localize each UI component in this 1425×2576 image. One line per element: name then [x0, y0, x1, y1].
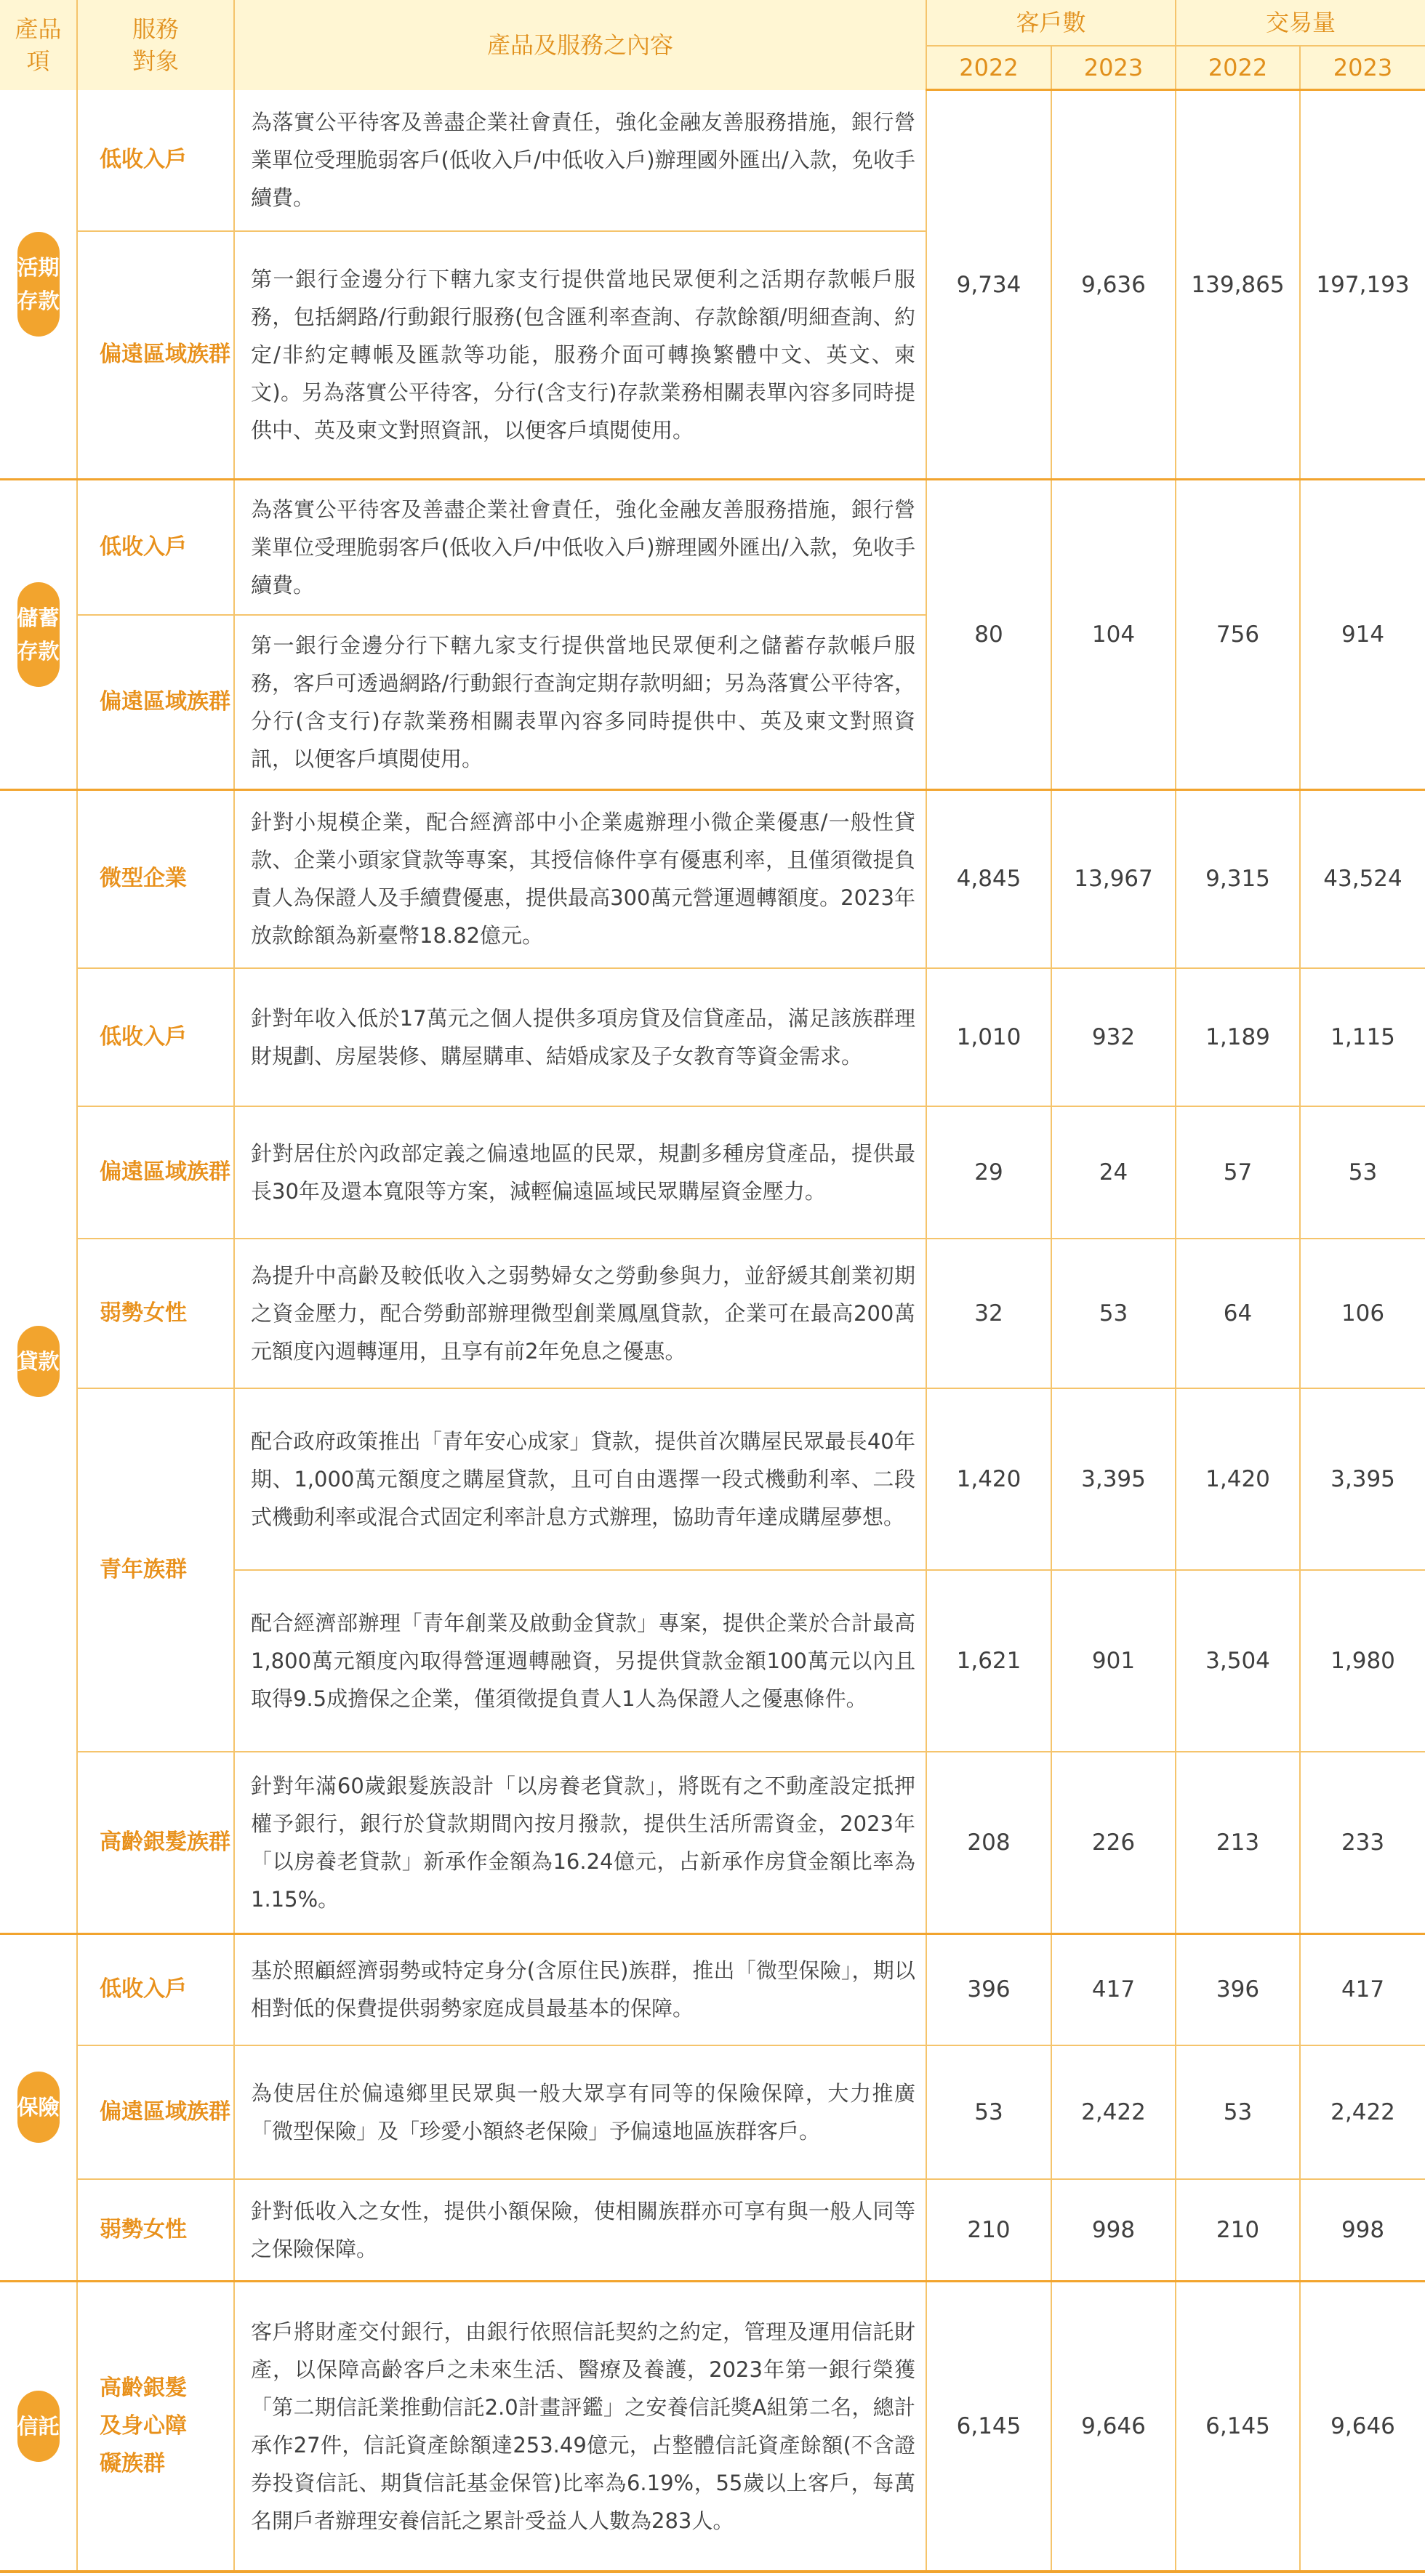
table-row — [0, 1239, 1425, 1388]
customers-2023: 9,636 — [1051, 90, 1176, 480]
transactions-2022: 3,504 — [1176, 1570, 1300, 1752]
transactions-2022: 213 — [1176, 1752, 1300, 1933]
customers-2022: 53 — [926, 2045, 1051, 2179]
product-label: 貸款 — [17, 1326, 60, 1397]
transactions-2022: 756 — [1176, 480, 1300, 790]
transactions-2023: 998 — [1300, 2179, 1425, 2281]
service-description: 為使居住於偏遠鄉里民眾與一般大眾享有同等的保險保障，大力推廣「微型保險」及「珍愛小額終老保險」予偏遠地區族群客戶。 — [234, 2045, 926, 2179]
transactions-2023: 53 — [1300, 1106, 1425, 1239]
service-description: 基於照顧經濟弱勢或特定身分(含原住民)族群，推出「微型保險」，期以相對低的保費提供弱勢家庭成員最基本的保障。 — [234, 1933, 926, 2045]
product-label: 信託 — [17, 2391, 60, 2462]
table-row — [0, 1933, 1425, 2045]
transactions-2023: 914 — [1300, 480, 1425, 790]
product-label: 儲蓄存款 — [17, 582, 60, 687]
service-target: 低收入戶 — [77, 90, 234, 231]
transactions-2022: 64 — [1176, 1239, 1300, 1388]
transactions-2023: 43,524 — [1300, 789, 1425, 968]
customers-2022: 9,734 — [926, 90, 1051, 480]
transactions-2022: 9,315 — [1176, 789, 1300, 968]
service-target: 微型企業 — [77, 789, 234, 968]
product-label: 保險 — [17, 2072, 60, 2143]
header-year-2023: 2023 — [1051, 46, 1176, 90]
customers-2023: 226 — [1051, 1752, 1176, 1933]
service-target: 低收入戶 — [77, 480, 234, 616]
header-year-2022: 2022 — [1176, 46, 1300, 90]
service-description: 針對小規模企業，配合經濟部中小企業處辦理小微企業優惠/一般性貸款、企業小頭家貸款等專案，其授信條件享有優惠利率，且僅須徵提負責人為保證人及手續費優惠，提供最高300萬元營運週轉額度。2023年放款餘額為新臺幣18.82億元。 — [234, 789, 926, 968]
transactions-2022: 396 — [1176, 1933, 1300, 2045]
header-transactions: 交易量 — [1176, 0, 1425, 46]
service-description: 配合經濟部辦理「青年創業及啟動金貸款」專案，提供企業於合計最高1,800萬元額度內取得營運週轉融資，另提供貸款金額100萬元以內且取得9.5成擔保之企業，僅須徵提負責人1人為保證人之優惠條件。 — [234, 1570, 926, 1752]
transactions-2023: 1,115 — [1300, 968, 1425, 1106]
table-row — [0, 480, 1425, 616]
customers-2022: 6,145 — [926, 2281, 1051, 2572]
service-description: 第一銀行金邊分行下轄九家支行提供當地民眾便利之活期存款帳戶服務，包括網路/行動銀行服務(包含匯利率查詢、存款餘額/明細查詢、約定/非約定轉帳及匯款等功能，服務介面可轉換繁體中文、英文、柬文)。另為落實公平待客，分行(含支行)存款業務相關表單內容多同時提供中、英及柬文對照資訊，以便客戶填閱使用。 — [234, 231, 926, 480]
header-year-2022: 2022 — [926, 46, 1051, 90]
service-target: 低收入戶 — [77, 1933, 234, 2045]
table-row — [0, 1752, 1425, 1933]
service-target: 青年族群 — [77, 1388, 234, 1752]
customers-2022: 4,845 — [926, 789, 1051, 968]
table-row — [0, 2179, 1425, 2281]
customers-2022: 32 — [926, 1239, 1051, 1388]
customers-2023: 2,422 — [1051, 2045, 1176, 2179]
transactions-2023: 106 — [1300, 1239, 1425, 1388]
transactions-2023: 417 — [1300, 1933, 1425, 2045]
service-description: 為落實公平待客及善盡企業社會責任，強化金融友善服務措施，銀行營業單位受理脆弱客戶(低收入戶/中低收入戶)辦理國外匯出/入款，免收手續費。 — [234, 480, 926, 616]
service-description: 針對年滿60歲銀髮族設計「以房養老貸款」，將既有之不動產設定抵押權予銀行，銀行於貸款期間內按月撥款，提供生活所需資金，2023年「以房養老貸款」新承作金額為16.24億元，占新承作房貸金額比率為1.15%。 — [234, 1752, 926, 1933]
product-insurance — [0, 1933, 77, 2281]
service-description: 第一銀行金邊分行下轄九家支行提供當地民眾便利之儲蓄存款帳戶服務，客戶可透過網路/行動銀行查詢定期存款明細；另為落實公平待客，分行(含支行)存款業務相關表單內容多同時提供中、英及柬文對照資訊，以便客戶填閱使用。 — [234, 615, 926, 789]
transactions-2022: 53 — [1176, 2045, 1300, 2179]
service-target: 偏遠區域族群 — [77, 231, 234, 480]
customers-2023: 3,395 — [1051, 1388, 1176, 1570]
product-current-deposit — [0, 90, 77, 480]
table-row — [0, 789, 1425, 968]
customers-2022: 1,420 — [926, 1388, 1051, 1570]
customers-2022: 1,010 — [926, 968, 1051, 1106]
customers-2023: 901 — [1051, 1570, 1176, 1752]
product-label: 活期存款 — [17, 232, 60, 337]
transactions-2023: 197,193 — [1300, 90, 1425, 480]
customers-2023: 417 — [1051, 1933, 1176, 2045]
transactions-2022: 1,189 — [1176, 968, 1300, 1106]
table-row — [0, 2281, 1425, 2572]
service-target: 偏遠區域族群 — [77, 1106, 234, 1239]
service-target: 弱勢女性 — [77, 2179, 234, 2281]
service-description: 為落實公平待客及善盡企業社會責任，強化金融友善服務措施，銀行營業單位受理脆弱客戶(低收入戶/中低收入戶)辦理國外匯出/入款，免收手續費。 — [234, 90, 926, 231]
table-row — [0, 968, 1425, 1106]
customers-2022: 208 — [926, 1752, 1051, 1933]
header-service-target: 服務 對象 — [77, 0, 234, 90]
transactions-2022: 6,145 — [1176, 2281, 1300, 2572]
customers-2023: 932 — [1051, 968, 1176, 1106]
customers-2022: 396 — [926, 1933, 1051, 2045]
header-year-2023: 2023 — [1300, 46, 1425, 90]
table-row — [0, 2045, 1425, 2179]
customers-2022: 1,621 — [926, 1570, 1051, 1752]
service-target: 低收入戶 — [77, 968, 234, 1106]
customers-2022: 80 — [926, 480, 1051, 790]
service-description: 客戶將財產交付銀行，由銀行依照信託契約之約定，管理及運用信託財產，以保障高齡客戶之未來生活、醫療及養護，2023年第一銀行榮獲「第二期信託業推動信託2.0計畫評鑑」之安養信託獎A組第二名，總計承作27件，信託資產餘額達253.49億元，占整體信託資產餘額(不含證券投資信託、期貨信託基金保管)比率為6.19%，55歲以上客戶，每萬名開戶者辦理安養信託之累計受益人人數為283人。 — [234, 2281, 926, 2572]
service-description: 配合政府政策推出「青年安心成家」貸款，提供首次購屋民眾最長40年期、1,000萬元額度之購屋貸款，且可自由選擇一段式機動利率、二段式機動利率或混合式固定利率計息方式辦理，協助青年達成購屋夢想。 — [234, 1388, 926, 1570]
transactions-2022: 57 — [1176, 1106, 1300, 1239]
service-description: 針對居住於內政部定義之偏遠地區的民眾，規劃多種房貸產品，提供最長30年及還本寬限等方案，減輕偏遠區域民眾購屋資金壓力。 — [234, 1106, 926, 1239]
service-target: 高齡銀髮族群 — [77, 1752, 234, 1933]
transactions-2023: 233 — [1300, 1752, 1425, 1933]
customers-2023: 53 — [1051, 1239, 1176, 1388]
customers-2022: 29 — [926, 1106, 1051, 1239]
header-product-item: 產品 項 — [0, 0, 77, 90]
table-row — [0, 90, 1425, 231]
service-target: 偏遠區域族群 — [77, 2045, 234, 2179]
product-savings-deposit — [0, 480, 77, 790]
transactions-2022: 1,420 — [1176, 1388, 1300, 1570]
transactions-2022: 210 — [1176, 2179, 1300, 2281]
service-description: 為提升中高齡及較低收入之弱勢婦女之勞動參與力，並舒緩其創業初期之資金壓力，配合勞動部辦理微型創業鳳凰貸款，企業可在最高200萬元額度內週轉運用，且享有前2年免息之優惠。 — [234, 1239, 926, 1388]
transactions-2023: 3,395 — [1300, 1388, 1425, 1570]
service-target: 高齡銀髮 及身心障 礙族群 — [77, 2281, 234, 2572]
transactions-2022: 139,865 — [1176, 90, 1300, 480]
transactions-2023: 9,646 — [1300, 2281, 1425, 2572]
customers-2023: 9,646 — [1051, 2281, 1176, 2572]
customers-2023: 998 — [1051, 2179, 1176, 2281]
service-description: 針對低收入之女性，提供小額保險，使相關族群亦可享有與一般人同等之保險保障。 — [234, 2179, 926, 2281]
service-target: 偏遠區域族群 — [77, 615, 234, 789]
table-row — [0, 1388, 1425, 1570]
customers-2023: 104 — [1051, 480, 1176, 790]
customers-2022: 210 — [926, 2179, 1051, 2281]
product-loans — [0, 789, 77, 1933]
table-row — [0, 1106, 1425, 1239]
transactions-2023: 2,422 — [1300, 2045, 1425, 2179]
header-content: 產品及服務之內容 — [234, 0, 926, 90]
customers-2023: 24 — [1051, 1106, 1176, 1239]
service-target: 弱勢女性 — [77, 1239, 234, 1388]
product-trust — [0, 2281, 77, 2572]
header-customers: 客戶數 — [926, 0, 1176, 46]
transactions-2023: 1,980 — [1300, 1570, 1425, 1752]
service-description: 針對年收入低於17萬元之個人提供多項房貸及信貸產品，滿足該族群理財規劃、房屋裝修、購屋購車、結婚成家及子女教育等資金需求。 — [234, 968, 926, 1106]
customers-2023: 13,967 — [1051, 789, 1176, 968]
